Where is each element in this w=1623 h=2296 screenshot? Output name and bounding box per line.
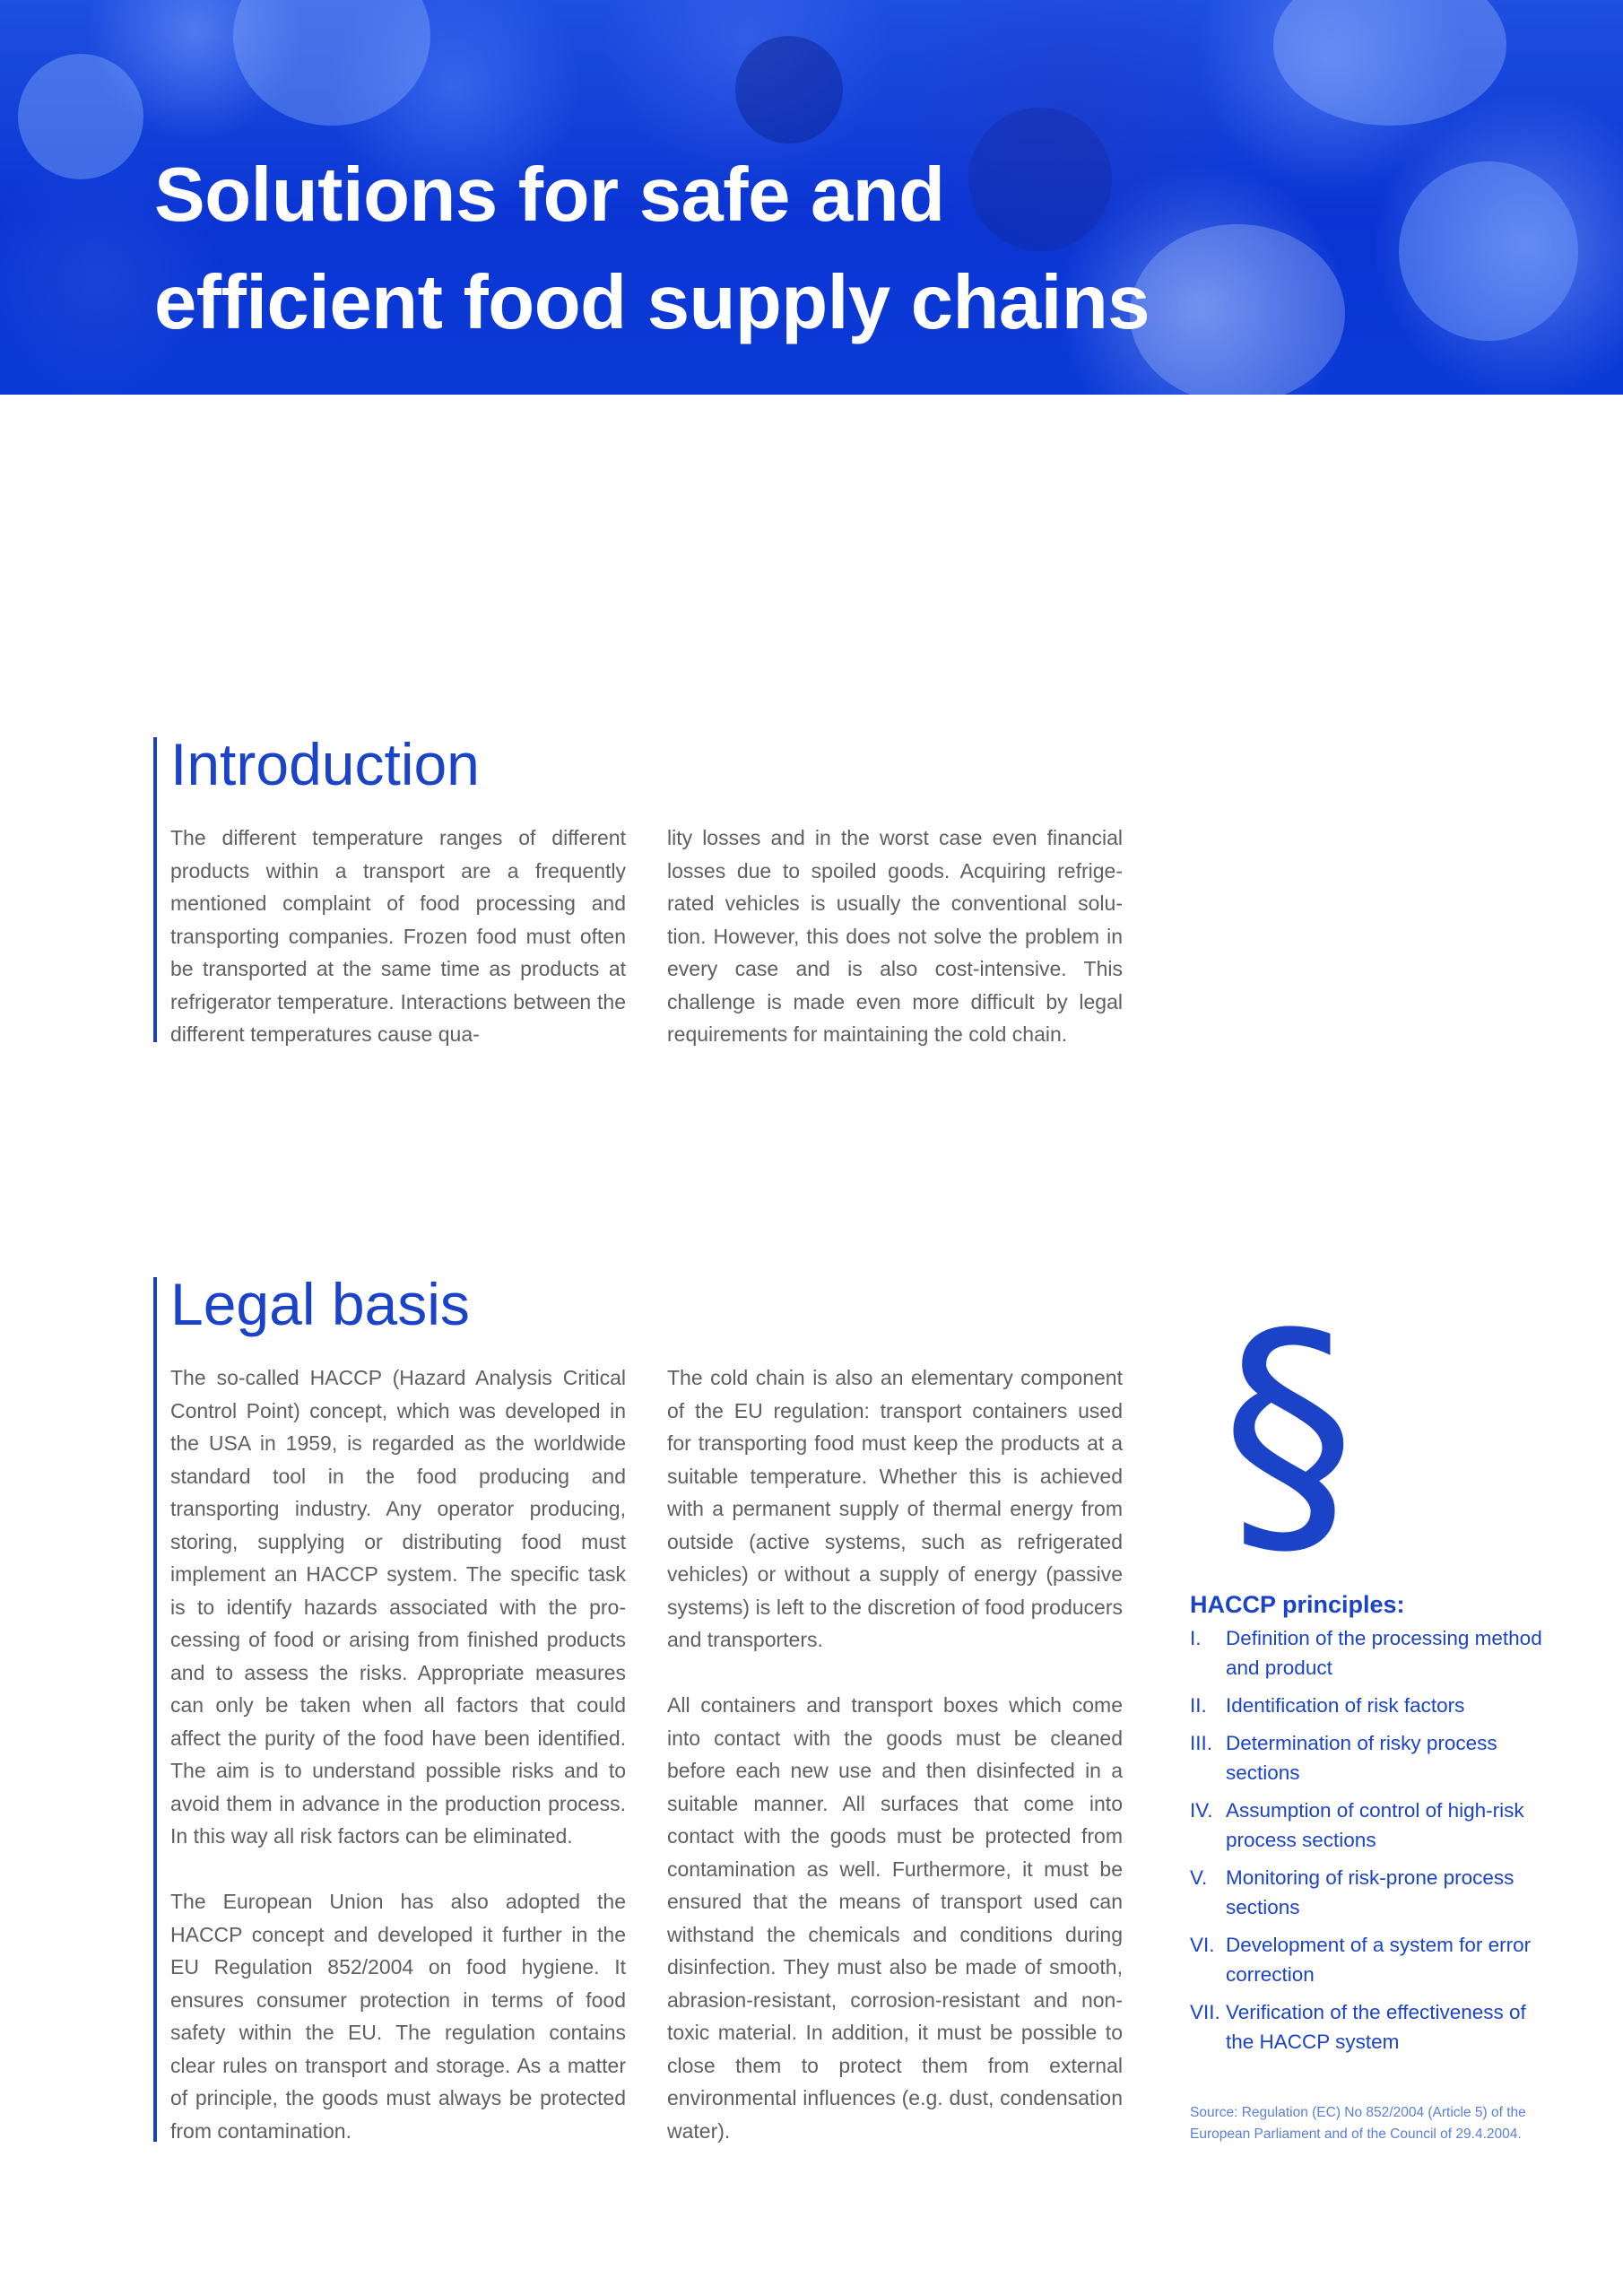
haccp-principles-list [1190,1623,1549,2065]
list-number: IV. [1190,1799,1213,1822]
legal-basis-heading: Legal basis [170,1271,470,1337]
list-item [1190,1728,1549,1787]
paragraph: The cold chain is also an elementary component of the EU regulation: transport containers used for transporting food must keep the products at a suitable temperature. Whether this is achieved with a permanent supply of thermal energy from outside (active systems, such as refrigerated vehicles) or without a supply of energy (passive systems) is left to the discretion of food producers and transporters. [667,1366,1123,1651]
source-note: Source: Regulation (EC) No 852/2004 (Article 5) of the European Parliament and of the Council of 29.4.2004. [1190,2105,1526,2142]
haccp-principles-heading: HACCP principles: [1190,1591,1405,1618]
legal-basis-column-2 [667,1361,1123,2147]
list-number: V. [1190,1866,1208,1889]
page-title: Solutions for safe and efficient food supply chains [154,152,1150,345]
paragraph: The so-called HACCP (Hazard Analysis Critical Control Point) concept, which was developed in the USA in 1959, is regarded as the worldwide standard tool in the food producing and transporting industry. Any operator producing, storing, supplying or distributing food must implement an HACCP system. The specific task is to identify hazards associated with the processing of food or arising from finished products and to assess the risks. Appropriate measures can only be taken when all factors that could affect the purity of the food have been identified. The aim is to understand possible risks and to avoid them in advance in the production process. In this way all risk factors can be eliminated. [170,1366,626,1848]
hero-banner [0,0,1623,395]
list-text: Definition of the processing method and product [1226,1627,1542,1679]
list-number: II. [1190,1694,1207,1717]
list-text: Determination of risky process sections [1226,1732,1497,1784]
hero-decor [18,54,143,179]
list-item [1190,1796,1549,1855]
list-text: Development of a system for error correction [1226,1934,1532,1986]
legal-basis-column-1 [170,1361,626,2147]
introduction-column-1 [170,822,626,1051]
section-accent-bar [153,1277,157,2142]
hero-decor [1273,0,1506,126]
list-text: Identification of risk factors [1226,1694,1465,1717]
paragraph: The different temperature ranges of different products within a transport are a frequently mentioned complaint of food processing and transporting companies. Frozen food must often be transported at the same time as products at refrigerator temperature. Interactions between the different temperatures cause qua- [170,826,626,1046]
list-item [1190,1930,1549,1989]
paragraph: All containers and transport boxes which come into contact with the goods must be cleaned before each new use and then disinfected in a suitable manner. All surfaces that come into contact with the goods must be protected from contamination as well. Furthermore, it must be ensured that the means of transport used can withstand the chemicals and conditions during disinfection. They must also be made of smooth, abrasion-resistant, corrosion-resistant and non-toxic material. In addition, it must be possible to close them to protect them from external environmental influences (e.g. dust, condensation water). [667,1693,1123,2143]
hero-decor [1130,224,1345,395]
list-number: I. [1190,1627,1202,1649]
paragraph: lity losses and in the worst case even financial losses due to spoiled goods. Acquiring refrigerated vehicles is usually the conventional solution. However, this does not solve the problem in every case and is also cost-intensive. This challenge is made even more difficult by legal requirements for maintaining the cold chain. [667,826,1123,1046]
list-number: VII. [1190,2001,1220,2023]
hero-decor [233,0,430,126]
list-item [1190,1691,1549,1720]
list-number: VI. [1190,1934,1215,1956]
section-sign-icon: § [1221,1276,1356,1589]
paragraph: The European Union has also adopted the HACCP concept and developed it further in the EU Regulation 852/2004 on food hygiene. It ensures consumer protection in terms of food safety within the EU. The regulation contains clear rules on transport and storage. As a matter of principle, the goods must always be protected from contamination. [170,1890,626,2143]
list-item [1190,1863,1549,1922]
list-item [1190,1997,1549,2057]
list-number: III. [1190,1732,1213,1754]
section-accent-bar [153,737,157,1042]
list-text: Monitoring of risk-prone process sections [1226,1866,1515,1918]
introduction-heading: Introduction [170,731,480,797]
list-item [1190,1623,1549,1683]
list-text: Verification of the effectiveness of the HACCP system [1226,2001,1526,2053]
hero-decor [735,36,843,144]
introduction-column-2 [667,822,1123,1051]
hero-decor [1399,161,1578,341]
list-text: Assumption of control of high-risk process sections [1226,1799,1524,1851]
